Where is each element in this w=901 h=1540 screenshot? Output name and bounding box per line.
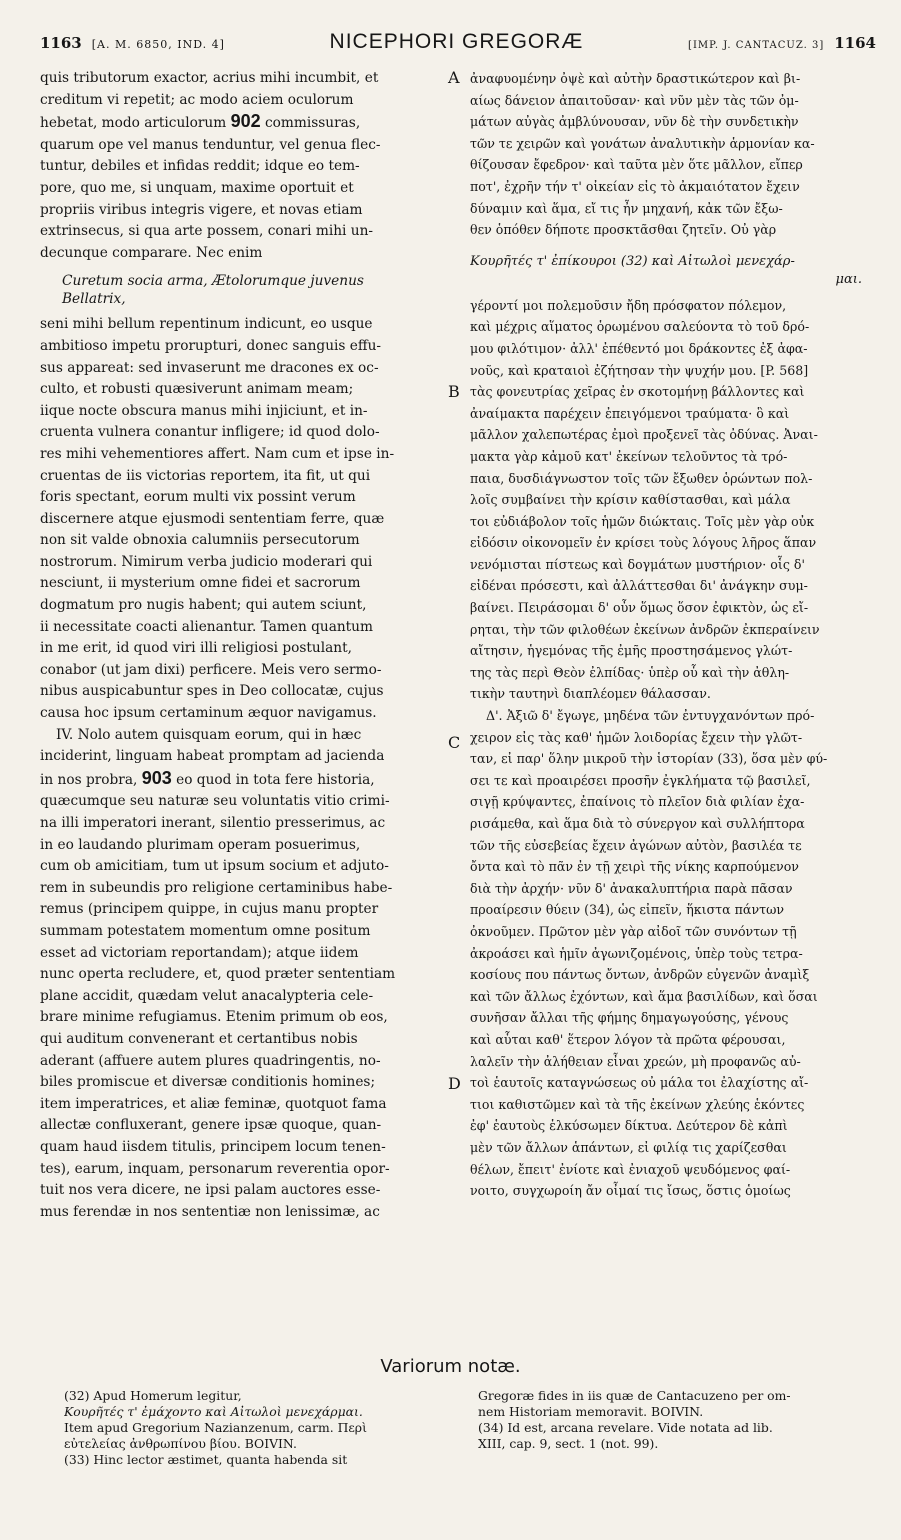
note-line: (33) Hinc lector æstimet, quanta habenda sit	[64, 1452, 348, 1467]
text-line: nesciunt, ii mysterium omne fidei et sacrorum	[40, 575, 361, 592]
text-line: εἰδέναι πρόσεστι, καὶ ἀλλάττεσθαι δι' ἀνάγκην συμ-	[470, 578, 808, 594]
text-line: τῶν τε χειρῶν καὶ γονάτων ἀναλυτικὴν ἁρμονίαν κα-	[470, 135, 815, 151]
note-line: (34) Id est, arcana revelare. Vide notata ad lib.	[478, 1420, 773, 1435]
text-line: τῶν τῆς εὐσεβείας ἔχειν ἀγώνων αὐτὸν, βασιλέα τε	[470, 837, 802, 853]
note-line: Gregoræ fides in iis quæ de Cantacuzeno per om-	[478, 1388, 791, 1403]
text-line: dogmatum pro nugis habent; qui autem sciunt,	[40, 597, 367, 614]
text-line: τικὴν ταυτηνὶ διαπλέομεν θάλασσαν.	[470, 686, 711, 702]
text-line: discernere atque ejusmodi sententiam ferre, quæ	[40, 510, 385, 527]
text-line: biles promiscue et diversæ conditionis homines;	[40, 1074, 376, 1091]
text-line: χειρον εἰς τὰς καθ' ἡμῶν λοιδορίας ἔχειν τὴν γλῶτ-	[470, 729, 803, 745]
text-line: cruenta vulnera conantur infligere; id quod dolo-	[40, 424, 380, 441]
text-line: in nos probra, 903 eo quod in tota fere historia,	[40, 767, 375, 788]
text-line: νοιτο, συγχωροίη ἄν οἶμαί τις ἴσως, ὅστις ὁμοίως	[470, 1183, 791, 1199]
note-line: XIII, cap. 9, sect. 1 (not. 99).	[478, 1436, 659, 1451]
text-line: μάτων αὐγὰς ἀμβλύνουσαν, νῦν δὲ τὴν συνδετικὴν	[470, 114, 799, 130]
text-line: cruentas de iis victorias reportem, ita fit, ut qui	[40, 467, 371, 484]
verse-line: μαι.	[835, 271, 862, 287]
text-line: nibus auspicabuntur spes in Deo collocatæ, cujus	[40, 683, 384, 700]
text-line: ἀναφυομένην ὀψὲ καὶ αὐτὴν δραστικώτερον καὶ βι-	[470, 71, 801, 86]
text-line: tes), earum, inquam, personarum reverentia opor-	[40, 1160, 390, 1177]
text-line: μακτα γὰρ κἀμοῦ κατ' ἐκείνων τελοῦντος τὰ τρό-	[470, 448, 788, 464]
notes-right-column	[478, 1388, 876, 1452]
page-number-left: 1163	[40, 34, 82, 52]
text-line: plane accidit, quædam velut anacalypteria cele-	[40, 987, 374, 1004]
text-line: ρισάμεθα, καὶ ἅμα διὰ τὸ σύνεργον καὶ συλλήπτορα	[470, 816, 805, 831]
margin-letter-c: C	[448, 733, 461, 752]
text-line: ἐφ' ἑαυτοὺς ἑλκύσωμεν δίκτυα. Δεύτερον δὲ κἀπὶ	[470, 1118, 788, 1134]
text-line: brare minime refugiamus. Etenim primum ob eos,	[40, 1009, 388, 1026]
text-line: propriis viribus integris vigere, et novas etiam	[40, 201, 363, 218]
text-line: μὲν τῶν ἄλλων ἁπάντων, εἰ φιλίᾳ τις χαρίζεσθαι	[470, 1139, 787, 1155]
text-line: ἀκροάσει καὶ ἡμῖν ἀγωνιζομένοις, ὑπὲρ τοὺς τετρα-	[470, 945, 803, 961]
text-line: καὶ μέχρις αἵματος ὁρωμένου σαλεύοντα τὸ τοῦ δρό-	[470, 319, 810, 335]
text-line: rem in subeundis pro religione certaminibus habe-	[40, 879, 393, 896]
text-line: causa hoc ipsum certaminum æquor navigamus.	[40, 705, 377, 722]
text-line: ii necessitate coacti alienantur. Tamen quantum	[40, 618, 373, 635]
section-heading-line: Δ'. Ἀξιῶ δ' ἔγωγε, μηδένα τῶν ἐντυγχανόντων πρό-	[486, 708, 815, 724]
text-line: pore, quo me, si unquam, maxime oportuit et	[40, 179, 354, 196]
notes-heading: Variorum notæ.	[380, 1356, 521, 1377]
text-line: δύναμιν καὶ ἅμα, εἴ τις ἦν μηχανή, κἀκ τῶν ἔξω-	[470, 200, 783, 216]
text-line: γέροντί μοι πολεμοῦσιν ἤδη πρόσφατον πόλεμον,	[470, 297, 787, 313]
text-line: καὶ αὗται καθ' ἕτερον λόγον τὰ πρῶτα φέρουσαι,	[470, 1031, 786, 1047]
text-line: cum ob amicitiam, tum ut ipsum socium et adjuto-	[40, 858, 389, 875]
text-line: της τὰς περὶ Θεὸν ἐλπίδας· ὑπὲρ οὗ καὶ τὴν ἀθλη-	[470, 664, 790, 680]
section-heading-line: IV. Nolo autem quisquam eorum, qui in hæc	[56, 726, 362, 743]
text-line: non sit valde obnoxia calumniis persecutorum	[40, 532, 360, 549]
text-line: remus (principem quippe, in cujus manu propter	[40, 901, 379, 918]
latin-column	[40, 68, 440, 1223]
text-line: καὶ τῶν ἄλλως ἐχόντων, καὶ ἅμα βασιλίδων, καὶ ὅσαι	[470, 988, 818, 1004]
margin-letter-a: A	[448, 68, 460, 87]
text-line: summam potestatem momentum omne positum	[40, 922, 371, 939]
text-line: τὰς φονευτρίας χεῖρας ἐν σκοτομήνῃ βάλλοντες καὶ	[470, 384, 805, 400]
text-line: λαλεῖν τὴν ἀλήθειαν εἶναι χρεών, μὴ προφανῶς αὐ-	[470, 1053, 801, 1069]
text-line: quæcumque seu naturæ seu voluntatis vitio crimi-	[40, 793, 390, 810]
text-line: ἀναίμακτα παρέχειν ἐπειγόμενοι τραύματα· ὃ καὶ	[470, 405, 790, 421]
text-line: hebetat, modo articulorum 902 commissuras,	[40, 111, 361, 132]
verse-line: Curetum socia arma, Ætolorumque juvenus	[62, 273, 364, 290]
note-line: Κουρῆτές τ' ἐμάχοντο καὶ Αἰτωλοὶ μενεχάρμαι.	[64, 1404, 363, 1419]
text-line: extrinsecus, si qua arte possem, conari mihi un-	[40, 223, 374, 240]
page-number-right: 1164	[834, 34, 876, 52]
text-line: allectæ confluxerant, genere ipsæ quoque, quan-	[40, 1117, 382, 1134]
text-line: nostrorum. Nimirum verba judicio moderari qui	[40, 553, 373, 570]
text-line: μᾶλλον χαλεπωτέρας ἐμοὶ προξενεῖ τὰς ὀδύνας. Ἀναι-	[470, 427, 818, 443]
text-line: παια, δυσδιάγνωστον τοῖς τῶν ἔξωθεν ὁρώντων πολ-	[470, 470, 813, 486]
text-line: θίζουσαν ἔφεδρον· καὶ ταῦτα μὲν ὅτε μᾶλλον, εἴπερ	[470, 157, 803, 173]
text-line: ambitioso impetu prorupturi, donec sanguis effu-	[40, 337, 382, 354]
text-line: tuntur, debiles et infidas reddit; idque eo tem-	[40, 158, 360, 175]
text-line: διὰ τὴν ἀρχήν· νῦν δ' ἀνακαλυπτήρια παρὰ πᾶσαν	[470, 880, 793, 896]
note-line: (32) Apud Homerum legitur,	[64, 1388, 242, 1403]
text-line: in eo laudando plurimam operam posuerimus,	[40, 836, 361, 853]
text-line: ὄντα καὶ τὸ πᾶν ἐν τῇ χειρὶ τῆς νίκης καρπούμενον	[470, 859, 799, 875]
text-line: μου φιλότιμον· ἀλλ' ἐπέθεντό μοι δράκοντες ἐξ ἀφα-	[470, 340, 808, 356]
text-line: inciderint, linguam habeat promptam ad jacienda	[40, 748, 385, 765]
running-header	[40, 30, 876, 64]
text-line: ταν, εἰ παρ' ὅλην μικροῦ τὴν ἱστορίαν (33), ὅσα μὲν φύ-	[470, 751, 828, 767]
verse-quote-greek	[470, 253, 876, 289]
text-line: κοσίους που πάντως ὄντων, ἀνδρῶν εὐγενῶν ἀναμὶξ	[470, 967, 810, 983]
text-line: creditum vi repetit; ac modo aciem oculorum	[40, 91, 354, 108]
header-title: NICEPHORI GREGORÆ	[329, 30, 584, 53]
text-line: res mihi vehementiores affert. Nam cum et ipse in-	[40, 445, 395, 462]
text-line: ὀκνοῦμεν. Πρῶτον μὲν γὰρ αἰδοῖ τῶν συνόντων τῇ	[470, 923, 797, 939]
note-line: εὐτελείας ἀνθρωπίνου βίου. BOIVIN.	[64, 1436, 297, 1451]
verse-quote-latin	[40, 272, 440, 308]
text-line: βαίνει. Πειράσομαι δ' οὖν ὅμως ὅσον ἐφικτὸν, ὡς εἴ-	[470, 600, 809, 616]
text-line: αίως δάνειον ἀπαιτοῦσαν· καὶ νῦν μὲν τὰς τῶν ὀμ-	[470, 92, 799, 108]
text-line: νοῦς, καὶ κραταιοὶ ἐζήτησαν τὴν ψυχήν μου. [P. 568]	[470, 362, 809, 378]
header-emperor-right: [IMP. J. CANTACUZ. 3]	[688, 40, 825, 51]
verse-line: Κουρῆτές τ' ἐπίκουροι (32) καὶ Αἰτωλοὶ μενεχάρ-	[470, 253, 795, 269]
text-line: σει τε καὶ προαιρέσει προσῆν ἐγκλήματα τῷ βασιλεῖ,	[470, 772, 811, 788]
text-line: ποτ', ἐχρῆν τήν τ' οἰκείαν εἰς τὸ ἀκμαιότατον ἔχειν	[470, 178, 800, 194]
text-line: decunque comparare. Nec enim	[40, 244, 263, 261]
column-marker-903: 903	[141, 767, 172, 788]
text-line: nunc operta recludere, et, quod præter sententiam	[40, 966, 396, 983]
text-line: esset ad victoriam reportandam); atque iidem	[40, 944, 359, 961]
text-line: culto, et robusti quæsiverunt animam meam;	[40, 381, 354, 398]
header-date-left: [A. M. 6850, IND. 4]	[91, 38, 225, 51]
text-line: foris spectant, eorum multi vix possint verum	[40, 489, 356, 506]
text-line: seni mihi bellum repentinum indicunt, eo usque	[40, 316, 373, 333]
text-line: θεν ὁπόθεν δήποτε προσκτᾶσθαι ζητεῖν. Οὐ γὰρ	[470, 222, 777, 238]
text-line: mus ferendæ in nos sententiæ non lenissimæ, ac	[40, 1203, 380, 1220]
text-line: νενόμισται πίστεως καὶ δογμάτων μυστήριον· οἷς δ'	[470, 556, 805, 572]
text-line: θέλων, ἔπειτ' ἐνίοτε καὶ ἐνιαχοῦ ψευδόμενος φαί-	[470, 1161, 791, 1177]
text-line: προαίρεσιν θύειν (34), ὡς εἰπεῖν, ἥκιστα πάντων	[470, 902, 784, 918]
text-line: quam haud iisdem titulis, principem locum tenen-	[40, 1138, 386, 1155]
text-line: ρηται, τὴν τῶν φιλοθέων ἐκείνων ἀνδρῶν ἐκπεραίνειν	[470, 621, 820, 637]
text-line: quis tributorum exactor, acrius mihi incumbit, et	[40, 70, 379, 86]
margin-letter-d: D	[448, 1074, 461, 1093]
text-line: συνῆσαν ἄλλαι τῆς φήμης δημαγωγούσης, γένους	[470, 1010, 789, 1026]
note-line: nem Historiam memoravit. BOIVIN.	[478, 1404, 704, 1419]
column-marker-902: 902	[230, 111, 261, 132]
note-line: Item apud Gregorium Nazianzenum, carm. Περὶ	[64, 1420, 367, 1435]
text-line: in me erit, id quod viri illi religiosi postulant,	[40, 640, 352, 657]
verse-line: Bellatrix,	[62, 291, 126, 308]
text-line: item imperatrices, et aliæ feminæ, quotquot fama	[40, 1095, 387, 1112]
text-line: na illi imperatori inerant, silentio presserimus, ac	[40, 815, 386, 831]
text-line: σιγῇ κρύψαντες, ἐπαίνοις τὸ πλεῖον διὰ φιλίαν ἐχα-	[470, 794, 805, 810]
text-line: sus appareat: sed invaserunt me dracones ex oc-	[40, 359, 379, 376]
text-line: quarum ope vel manus tenduntur, vel genua flec-	[40, 136, 381, 153]
text-line: τιοι καθιστῶμεν καὶ τὰ τῆς ἐκείνων χλεύης ἑκόντες	[470, 1096, 805, 1112]
text-line: τοι εὐδιάβολον τοῖς ἡμῶν διώκταις. Τοῖς μὲν γὰρ οὐκ	[470, 513, 815, 529]
greek-column	[470, 68, 876, 1202]
text-line: qui auditum convenerant et certantibus nobis	[40, 1030, 358, 1047]
notes-left-column	[64, 1388, 456, 1468]
text-line: τοὶ ἑαυτοῖς καταγνώσεως οὐ μάλα τοι ἐλαχίστης αἴ-	[470, 1075, 809, 1091]
text-line: aderant (affuere autem plures quadringentis, no-	[40, 1052, 381, 1069]
text-line: αἴτησιν, ἡγεμόνας τῆς ἐμῆς προστησάμενος γλώτ-	[470, 643, 793, 659]
text-line: λοῖς συμβαίνει τὴν κρίσιν καθίστασθαι, καὶ μάλα	[470, 492, 791, 508]
text-line: εἰδόσιν οἰκονομεῖν ἐν κρίσει τοὺς λόγους λῆρος ἅπαν	[470, 535, 817, 551]
margin-letter-b: B	[448, 382, 460, 401]
text-line: iique nocte obscura manus mihi injiciunt, et in-	[40, 402, 368, 419]
text-line: tuit nos vera dicere, ne ipsi palam auctores esse-	[40, 1182, 381, 1199]
text-line: conabor (ut jam dixi) perficere. Meis vero sermo-	[40, 661, 382, 678]
